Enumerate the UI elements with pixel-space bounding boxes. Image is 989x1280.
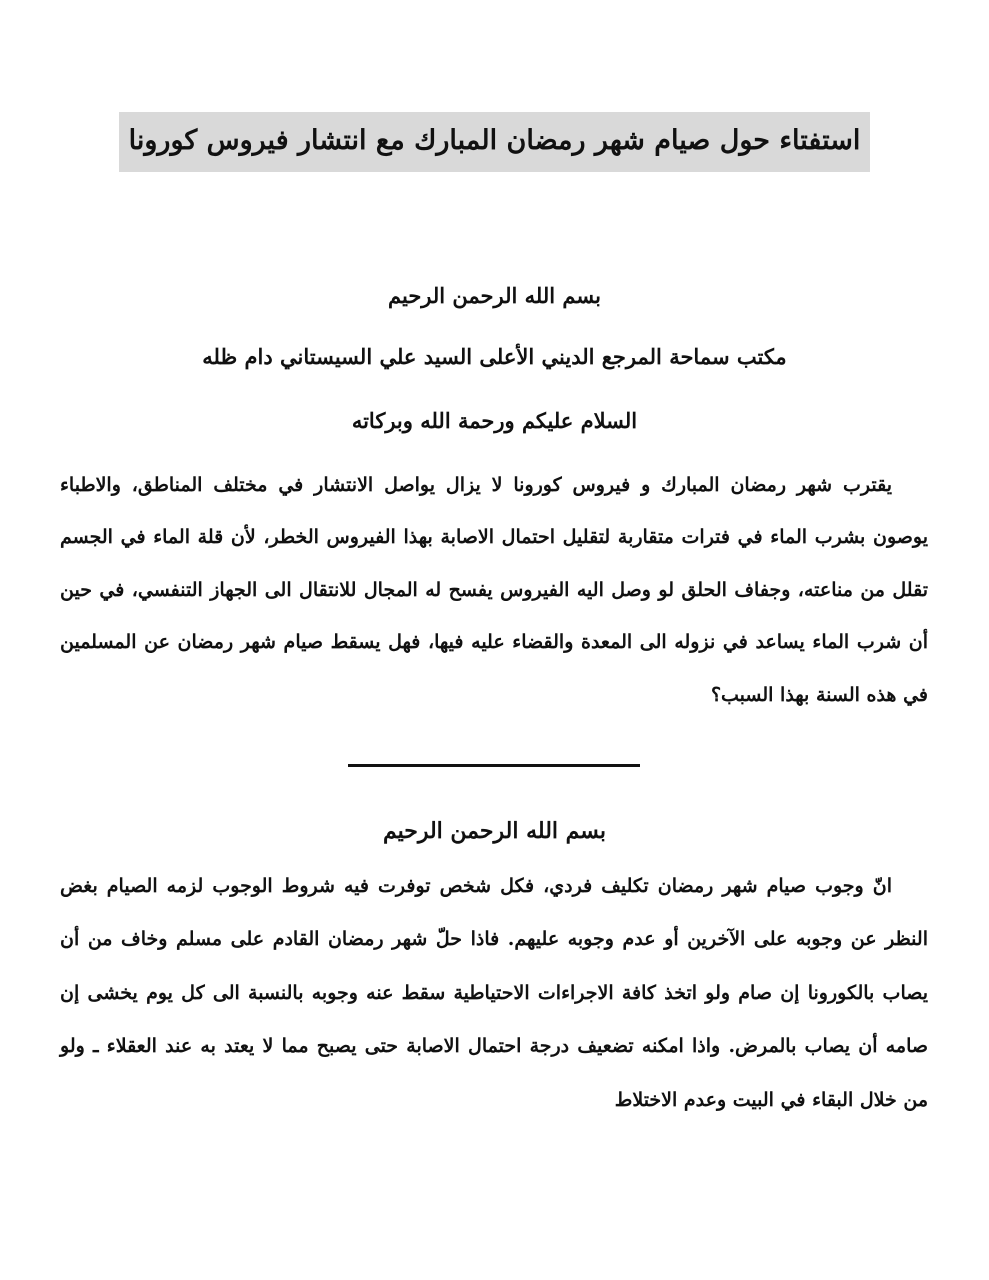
document-title: استفتاء حول صيام شهر رمضان المبارك مع انتشار فيروس كورونا [119, 112, 871, 172]
question-basmala: بسم الله الرحمن الرحيم [388, 283, 601, 308]
answer-basmala: بسم الله الرحمن الرحيم [382, 818, 607, 844]
answer-paragraph: انّ وجوب صيام شهر رمضان تكليف فردي، فكل شخص توفرت فيه شروط الوجوب لزمه الصيام بغض النظر عن وجوبه على الآخرين أو عدم وجوبه عليهم. فاذا حلّ شهر رمضان القادم على مسلم وخاف من أن يصاب بالكورونا إن صام ولو اتخذ كافة الاجراءات الاحتياطية سقط عنه وجوبه بالنسبة الى كل يوم يخشى إن صامه أن يصاب بالمرض. واذا امكنه تضعيف درجة احتمال الاصابة حتى يصبح مما لا يعتد به عند العقلاء ـ ولو من خلال البقاء في البيت وعدم الاختلاط [60, 875, 928, 1111]
title-container [0, 112, 989, 172]
question-paragraph: يقترب شهر رمضان المبارك و فيروس كورونا لا يزال يواصل الانتشار في مختلف المناطق، والاطباء يوصون بشرب الماء في فترات متقاربة لتقليل احتمال الاصابة بهذا الفيروس الخطر، لأن قلة الماء في الجسم تقلل من مناعته، وجفاف الحلق لو وصل اليه الفيروس يفسح له المجال للانتقال الى الجهاز التنفسي، في حين أن شرب الماء يساعد في نزوله الى المعدة والقضاء عليه فيها، فهل يسقط صيام شهر رمضان عن المسلمين في هذه السنة بهذا السبب؟ [60, 474, 928, 706]
addressee-line: مكتب سماحة المرجع الديني الأعلى السيد علي السيستاني دام ظله [202, 344, 787, 369]
section-divider [348, 764, 640, 767]
greeting-line: السلام عليكم ورحمة الله وبركاته [351, 408, 638, 433]
